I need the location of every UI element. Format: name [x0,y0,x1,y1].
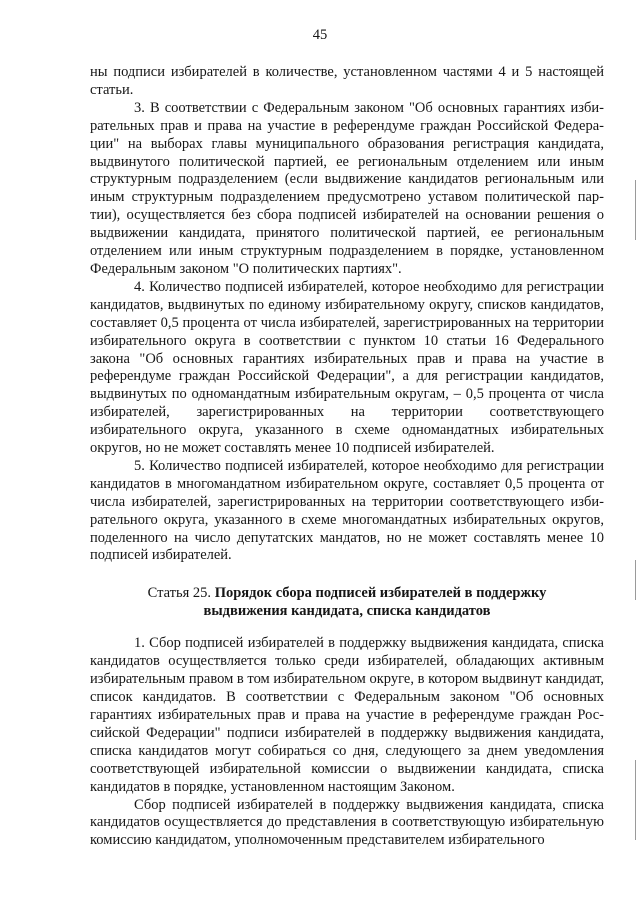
paragraph-clause-3: 3. В соответствии с Федеральным законом "Об основных гарантиях избирательных прав и права на участие в референдуме граждан Российской Федерации" на выборах главы муниципального образования регистрация кандидата, выдвинутого политической партией, ее региональным отделением или иным структурным подразделением (если выдвижение кандидатов региональным или иным структурным подразделением предусмотрено уставом политической партии), осуществляется без сбора подписей избирателей на основании решения о выдвижении кандидата, принятого политической партией, ее региональным отделением или иным структурным подразделением в порядке, установленном Федеральным законом "О политических партиях". [90,99,604,277]
paragraph-continuation: ны подписи избирателей в количестве, установленном частями 4 и 5 настоящей статьи. [90,64,604,98]
document-body [90,64,604,850]
article-title-line-2: выдвижения кандидата, списка кандидатов [203,603,491,620]
article-title-line-1: Порядок сбора подписей избирателей в поддержку [214,585,547,602]
article-heading-line-1 [90,584,604,602]
paragraph-article-25-continuation: Сбор подписей избирателей в поддержку выдвижения кандидата, списка кандидатов осуществляется до представления в соответствующую избирательную комиссию кандидатом, уполномоченным представителем избирательного [90,796,604,849]
paragraph-clause-4: 4. Количество подписей избирателей, которое необходимо для регистрации кандидатов, выдвинутых по единому избирательному округу, списков кандидатов, составляет 0,5 процента от числа избирателей, зарегистрированных на территории избирательного округа в соответствии с пунктом 10 статьи 16 Федерального закона "Об основных гарантиях избирательных прав и права на участие в референдуме граждан Российской Федерации", а для регистрации кандидатов, выдвинутых по одномандатным избирательным округам, – 0,5 процента от числа избирателей, зарегистрированных на территории соответствующего избирательного округа, указанного в схеме одномандатных избирательных округов, но не может составлять менее 10 подписей избирателей. [90,278,604,457]
scan-edge-mark [635,760,636,840]
scan-edge-mark [635,180,636,240]
article-number: Статья 25. [147,585,212,602]
scan-edge-mark [635,560,636,600]
page-number: 45 [312,27,328,43]
paragraph-article-25-clause-1: 1. Сбор подписей избирателей в поддержку выдвижения кандидата, списка кандидатов осуществляется только среди избирателей, обладающих активным избирательным правом в том избирательном округе, в котором выдвинут кандидат, список кандидатов. В соответствии с Федеральным законом "Об основных гарантиях избирательных прав и права на участие в референдуме граждан Российской Федерации" подписи избирателей в поддержку выдвижения кандидата, списка кандидатов могут собираться со дня, следующего за днем уведомления соответствующей избирательной комиссии о выдвижении кандидата, списка кандидатов в порядке, установленном настоящим Законом. [90,635,604,795]
article-heading [90,584,604,620]
paragraph-clause-5: 5. Количество подписей избирателей, которое необходимо для регистрации кандидатов в многомандатном избирательном округе, составляет 0,5 процента от числа избирателей, зарегистрированных на территории соответствующего избирательного округа, указанного в схеме многомандатных избирательных округов, поделенного на число депутатских мандатов, но не может составлять менее 10 подписей избирателей. [90,457,604,564]
